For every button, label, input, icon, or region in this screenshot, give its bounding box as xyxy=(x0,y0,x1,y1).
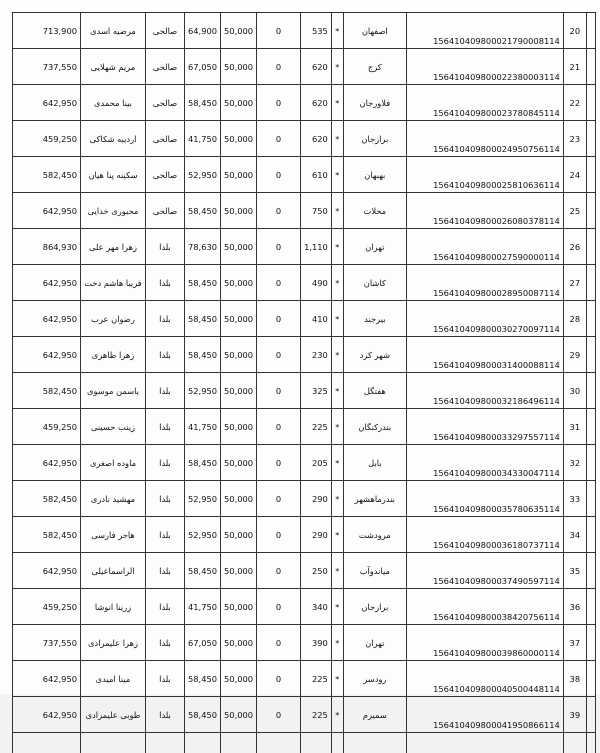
code-cell: 156410409800036180737114 xyxy=(406,517,563,553)
amount-cell: 582,450 xyxy=(13,157,81,193)
type-cell: صالحی xyxy=(146,157,185,193)
name-cell: زهرا طاهری xyxy=(81,337,146,373)
margin-cell xyxy=(586,265,595,301)
amount-cell: 737,550 xyxy=(13,625,81,661)
zero-cell: 0 xyxy=(257,661,301,697)
value-b-cell: 50,000 xyxy=(221,625,257,661)
star-cell: * xyxy=(331,625,343,661)
amount-cell: 642,950 xyxy=(13,265,81,301)
table-row xyxy=(13,193,596,229)
table-row xyxy=(13,157,596,193)
value-c-cell: 750 xyxy=(301,193,332,229)
city-cell: فلاورجان xyxy=(343,85,406,121)
margin-cell xyxy=(586,481,595,517)
margin-cell xyxy=(586,553,595,589)
table-row xyxy=(13,229,596,265)
value-a-cell: 41,750 xyxy=(185,409,221,445)
city-cell: کاشان xyxy=(343,265,406,301)
margin-cell xyxy=(586,517,595,553)
margin-cell xyxy=(586,373,595,409)
zero-cell: 0 xyxy=(257,229,301,265)
value-c-cell: 290 xyxy=(301,481,332,517)
code-cell: 156410409800028950087114 xyxy=(406,265,563,301)
name-cell: طوبی علیمرادی xyxy=(81,697,146,733)
amount-cell: 642,950 xyxy=(13,301,81,337)
value-c-cell: 225 xyxy=(301,409,332,445)
table-row xyxy=(13,121,596,157)
star-cell: * xyxy=(331,517,343,553)
amount-cell: 864,930 xyxy=(13,229,81,265)
code-cell: 156410409800031400088114 xyxy=(406,337,563,373)
name-cell: زهرا مهر علی xyxy=(81,229,146,265)
value-c-cell: 620 xyxy=(301,121,332,157)
table-row xyxy=(13,13,596,49)
amount-cell: 459,250 xyxy=(13,121,81,157)
amount-cell: 582,450 xyxy=(13,517,81,553)
empty-cell xyxy=(185,733,221,753)
table-row xyxy=(13,589,596,625)
zero-cell: 0 xyxy=(257,625,301,661)
code-cell: 156410409800033297557114 xyxy=(406,409,563,445)
code-cell: 156410409800030270097114 xyxy=(406,301,563,337)
city-cell: تهران xyxy=(343,625,406,661)
index-cell: 27 xyxy=(563,265,586,301)
value-b-cell: 50,000 xyxy=(221,229,257,265)
value-c-cell: 290 xyxy=(301,517,332,553)
code-cell: 156410409800025810636114 xyxy=(406,157,563,193)
city-cell: محلات xyxy=(343,193,406,229)
margin-cell xyxy=(586,661,595,697)
city-cell: مرودشت xyxy=(343,517,406,553)
table-row xyxy=(13,49,596,85)
value-a-cell: 58,450 xyxy=(185,445,221,481)
city-cell: هفتگل xyxy=(343,373,406,409)
value-b-cell: 50,000 xyxy=(221,481,257,517)
value-b-cell: 50,000 xyxy=(221,337,257,373)
name-cell: اردیبه شکاکی xyxy=(81,121,146,157)
empty-cell xyxy=(257,733,301,753)
table-row xyxy=(13,517,596,553)
index-cell: 24 xyxy=(563,157,586,193)
table-footer-row xyxy=(13,733,596,753)
index-cell: 28 xyxy=(563,301,586,337)
value-c-cell: 225 xyxy=(301,697,332,733)
code-cell: 156410409800039860000114 xyxy=(406,625,563,661)
value-a-cell: 52,950 xyxy=(185,481,221,517)
value-a-cell: 58,450 xyxy=(185,553,221,589)
index-cell: 20 xyxy=(563,13,586,49)
star-cell: * xyxy=(331,193,343,229)
zero-cell: 0 xyxy=(257,193,301,229)
table-row xyxy=(13,553,596,589)
name-cell: مینا امیدی xyxy=(81,661,146,697)
value-b-cell: 50,000 xyxy=(221,193,257,229)
index-cell: 39 xyxy=(563,697,586,733)
amount-cell: 642,950 xyxy=(13,193,81,229)
code-cell: 156410409800024950756114 xyxy=(406,121,563,157)
type-cell: بلدا xyxy=(146,445,185,481)
table-row xyxy=(13,661,596,697)
table-row xyxy=(13,337,596,373)
star-cell: * xyxy=(331,337,343,373)
amount-cell: 582,450 xyxy=(13,481,81,517)
value-b-cell: 50,000 xyxy=(221,49,257,85)
table-row xyxy=(13,373,596,409)
margin-cell xyxy=(586,49,595,85)
index-cell: 30 xyxy=(563,373,586,409)
amount-cell: 642,950 xyxy=(13,337,81,373)
value-a-cell: 58,450 xyxy=(185,697,221,733)
star-cell: * xyxy=(331,697,343,733)
type-cell: بلدا xyxy=(146,265,185,301)
star-cell: * xyxy=(331,49,343,85)
value-a-cell: 67,050 xyxy=(185,625,221,661)
value-b-cell: 50,000 xyxy=(221,589,257,625)
index-cell: 34 xyxy=(563,517,586,553)
zero-cell: 0 xyxy=(257,445,301,481)
table-row xyxy=(13,409,596,445)
city-cell: بهبهان xyxy=(343,157,406,193)
index-cell: 35 xyxy=(563,553,586,589)
star-cell: * xyxy=(331,481,343,517)
amount-cell: 713,900 xyxy=(13,13,81,49)
type-cell: بلدا xyxy=(146,337,185,373)
value-a-cell: 58,450 xyxy=(185,301,221,337)
name-cell: مرضیه اسدی xyxy=(81,13,146,49)
value-a-cell: 58,450 xyxy=(185,337,221,373)
code-cell: 156410409800038420756114 xyxy=(406,589,563,625)
city-cell: بابل xyxy=(343,445,406,481)
name-cell: رضوان عرب xyxy=(81,301,146,337)
star-cell: * xyxy=(331,301,343,337)
value-b-cell: 50,000 xyxy=(221,445,257,481)
code-cell: 156410409800023780845114 xyxy=(406,85,563,121)
code-cell: 156410409800022380003114 xyxy=(406,49,563,85)
city-cell: برازجان xyxy=(343,589,406,625)
table-row xyxy=(13,481,596,517)
margin-cell xyxy=(586,337,595,373)
amount-cell: 642,950 xyxy=(13,697,81,733)
index-cell: 33 xyxy=(563,481,586,517)
value-b-cell: 50,000 xyxy=(221,409,257,445)
empty-cell xyxy=(563,733,586,753)
amount-cell: 642,950 xyxy=(13,445,81,481)
type-cell: بلدا xyxy=(146,229,185,265)
index-cell: 32 xyxy=(563,445,586,481)
empty-cell xyxy=(81,733,146,753)
value-b-cell: 50,000 xyxy=(221,265,257,301)
name-cell: بینا محمدی xyxy=(81,85,146,121)
empty-cell xyxy=(406,733,563,753)
zero-cell: 0 xyxy=(257,13,301,49)
code-cell: 156410409800021790008114 xyxy=(406,13,563,49)
type-cell: بلدا xyxy=(146,697,185,733)
zero-cell: 0 xyxy=(257,85,301,121)
star-cell: * xyxy=(331,85,343,121)
city-cell: کرج xyxy=(343,49,406,85)
value-a-cell: 58,450 xyxy=(185,85,221,121)
index-cell: 36 xyxy=(563,589,586,625)
value-c-cell: 325 xyxy=(301,373,332,409)
code-cell: 156410409800027590000114 xyxy=(406,229,563,265)
margin-cell xyxy=(586,445,595,481)
value-c-cell: 230 xyxy=(301,337,332,373)
value-c-cell: 1,110 xyxy=(301,229,332,265)
value-a-cell: 67,050 xyxy=(185,49,221,85)
city-cell: تهران xyxy=(343,229,406,265)
city-cell: رودسر xyxy=(343,661,406,697)
value-c-cell: 620 xyxy=(301,49,332,85)
amount-cell: 642,950 xyxy=(13,85,81,121)
name-cell: زرینا انوشا xyxy=(81,589,146,625)
type-cell: صالحی xyxy=(146,49,185,85)
city-cell: اصفهان xyxy=(343,13,406,49)
value-b-cell: 50,000 xyxy=(221,517,257,553)
value-c-cell: 490 xyxy=(301,265,332,301)
star-cell: * xyxy=(331,13,343,49)
value-a-cell: 52,950 xyxy=(185,517,221,553)
type-cell: صالحی xyxy=(146,121,185,157)
value-b-cell: 50,000 xyxy=(221,553,257,589)
type-cell: بلدا xyxy=(146,373,185,409)
name-cell: هاجر فارسی xyxy=(81,517,146,553)
amount-cell: 459,250 xyxy=(13,409,81,445)
amount-cell: 737,550 xyxy=(13,49,81,85)
zero-cell: 0 xyxy=(257,697,301,733)
zero-cell: 0 xyxy=(257,301,301,337)
value-a-cell: 52,950 xyxy=(185,157,221,193)
code-cell: 156410409800034330047114 xyxy=(406,445,563,481)
code-cell: 156410409800037490597114 xyxy=(406,553,563,589)
city-cell: شهر کرد xyxy=(343,337,406,373)
city-cell: سمیرم xyxy=(343,697,406,733)
value-a-cell: 41,750 xyxy=(185,121,221,157)
zero-cell: 0 xyxy=(257,373,301,409)
city-cell: میاندوآب xyxy=(343,553,406,589)
zero-cell: 0 xyxy=(257,589,301,625)
star-cell: * xyxy=(331,409,343,445)
value-a-cell: 52,950 xyxy=(185,373,221,409)
payment-table xyxy=(12,12,596,753)
name-cell: مریم شهلایی xyxy=(81,49,146,85)
type-cell: بلدا xyxy=(146,589,185,625)
margin-cell xyxy=(586,301,595,337)
value-c-cell: 340 xyxy=(301,589,332,625)
value-c-cell: 410 xyxy=(301,301,332,337)
code-cell: 156410409800035780635114 xyxy=(406,481,563,517)
name-cell: ماوده اصغری xyxy=(81,445,146,481)
value-c-cell: 535 xyxy=(301,13,332,49)
code-cell: 156410409800026080378114 xyxy=(406,193,563,229)
value-c-cell: 225 xyxy=(301,661,332,697)
type-cell: بلدا xyxy=(146,625,185,661)
star-cell: * xyxy=(331,445,343,481)
empty-cell xyxy=(331,733,343,753)
margin-cell xyxy=(586,121,595,157)
margin-cell xyxy=(586,409,595,445)
value-a-cell: 78,630 xyxy=(185,229,221,265)
table-row xyxy=(13,445,596,481)
zero-cell: 0 xyxy=(257,337,301,373)
table-row xyxy=(13,301,596,337)
value-b-cell: 50,000 xyxy=(221,373,257,409)
index-cell: 38 xyxy=(563,661,586,697)
name-cell: مهشید نادری xyxy=(81,481,146,517)
value-b-cell: 50,000 xyxy=(221,157,257,193)
margin-cell xyxy=(586,697,595,733)
table-body xyxy=(13,13,596,753)
value-b-cell: 50,000 xyxy=(221,121,257,157)
zero-cell: 0 xyxy=(257,157,301,193)
star-cell: * xyxy=(331,121,343,157)
value-c-cell: 390 xyxy=(301,625,332,661)
zero-cell: 0 xyxy=(257,265,301,301)
value-c-cell: 610 xyxy=(301,157,332,193)
value-b-cell: 50,000 xyxy=(221,13,257,49)
value-c-cell: 205 xyxy=(301,445,332,481)
star-cell: * xyxy=(331,661,343,697)
margin-cell xyxy=(586,625,595,661)
index-cell: 26 xyxy=(563,229,586,265)
name-cell: فریبا هاشم دخت xyxy=(81,265,146,301)
margin-cell xyxy=(586,157,595,193)
star-cell: * xyxy=(331,373,343,409)
table-row xyxy=(13,625,596,661)
type-cell: بلدا xyxy=(146,517,185,553)
margin-cell xyxy=(586,85,595,121)
table-row xyxy=(13,265,596,301)
code-cell: 156410409800032186496114 xyxy=(406,373,563,409)
value-a-cell: 58,450 xyxy=(185,193,221,229)
amount-cell: 459,250 xyxy=(13,589,81,625)
city-cell: بیرجند xyxy=(343,301,406,337)
type-cell: بلدا xyxy=(146,553,185,589)
name-cell: سکینه پنا هیان xyxy=(81,157,146,193)
name-cell: زینب حسینی xyxy=(81,409,146,445)
margin-cell xyxy=(586,13,595,49)
empty-cell xyxy=(586,733,595,753)
zero-cell: 0 xyxy=(257,121,301,157)
type-cell: صالحی xyxy=(146,13,185,49)
index-cell: 21 xyxy=(563,49,586,85)
value-a-cell: 64,900 xyxy=(185,13,221,49)
value-c-cell: 250 xyxy=(301,553,332,589)
index-cell: 29 xyxy=(563,337,586,373)
empty-cell xyxy=(13,733,81,753)
code-cell: 156410409800040500448114 xyxy=(406,661,563,697)
margin-cell xyxy=(586,589,595,625)
city-cell: بندرماهشهر xyxy=(343,481,406,517)
empty-cell xyxy=(221,733,257,753)
empty-cell xyxy=(301,733,332,753)
star-cell: * xyxy=(331,157,343,193)
type-cell: بلدا xyxy=(146,481,185,517)
type-cell: بلدا xyxy=(146,301,185,337)
city-cell: بندرکنگان xyxy=(343,409,406,445)
amount-cell: 642,950 xyxy=(13,553,81,589)
value-b-cell: 50,000 xyxy=(221,85,257,121)
value-b-cell: 50,000 xyxy=(221,301,257,337)
zero-cell: 0 xyxy=(257,409,301,445)
amount-cell: 582,450 xyxy=(13,373,81,409)
empty-cell xyxy=(343,733,406,753)
index-cell: 22 xyxy=(563,85,586,121)
zero-cell: 0 xyxy=(257,517,301,553)
table-row xyxy=(13,697,596,733)
margin-cell xyxy=(586,229,595,265)
margin-cell xyxy=(586,193,595,229)
star-cell: * xyxy=(331,229,343,265)
type-cell: صالحی xyxy=(146,193,185,229)
name-cell: زهرا علیمرادی xyxy=(81,625,146,661)
index-cell: 31 xyxy=(563,409,586,445)
name-cell: محبوری خدایی xyxy=(81,193,146,229)
star-cell: * xyxy=(331,553,343,589)
type-cell: صالحی xyxy=(146,85,185,121)
star-cell: * xyxy=(331,589,343,625)
value-a-cell: 58,450 xyxy=(185,661,221,697)
zero-cell: 0 xyxy=(257,553,301,589)
table-row xyxy=(13,85,596,121)
amount-cell: 642,950 xyxy=(13,661,81,697)
index-cell: 37 xyxy=(563,625,586,661)
empty-cell xyxy=(146,733,185,753)
star-cell: * xyxy=(331,265,343,301)
code-cell: 156410409800041950866114 xyxy=(406,697,563,733)
city-cell: برازجان xyxy=(343,121,406,157)
value-b-cell: 50,000 xyxy=(221,661,257,697)
zero-cell: 0 xyxy=(257,481,301,517)
type-cell: بلدا xyxy=(146,409,185,445)
index-cell: 23 xyxy=(563,121,586,157)
zero-cell: 0 xyxy=(257,49,301,85)
value-c-cell: 620 xyxy=(301,85,332,121)
value-b-cell: 50,000 xyxy=(221,697,257,733)
value-a-cell: 41,750 xyxy=(185,589,221,625)
name-cell: الراسماعیلی xyxy=(81,553,146,589)
index-cell: 25 xyxy=(563,193,586,229)
value-a-cell: 58,450 xyxy=(185,265,221,301)
name-cell: یاسمن موسوی xyxy=(81,373,146,409)
type-cell: بلدا xyxy=(146,661,185,697)
